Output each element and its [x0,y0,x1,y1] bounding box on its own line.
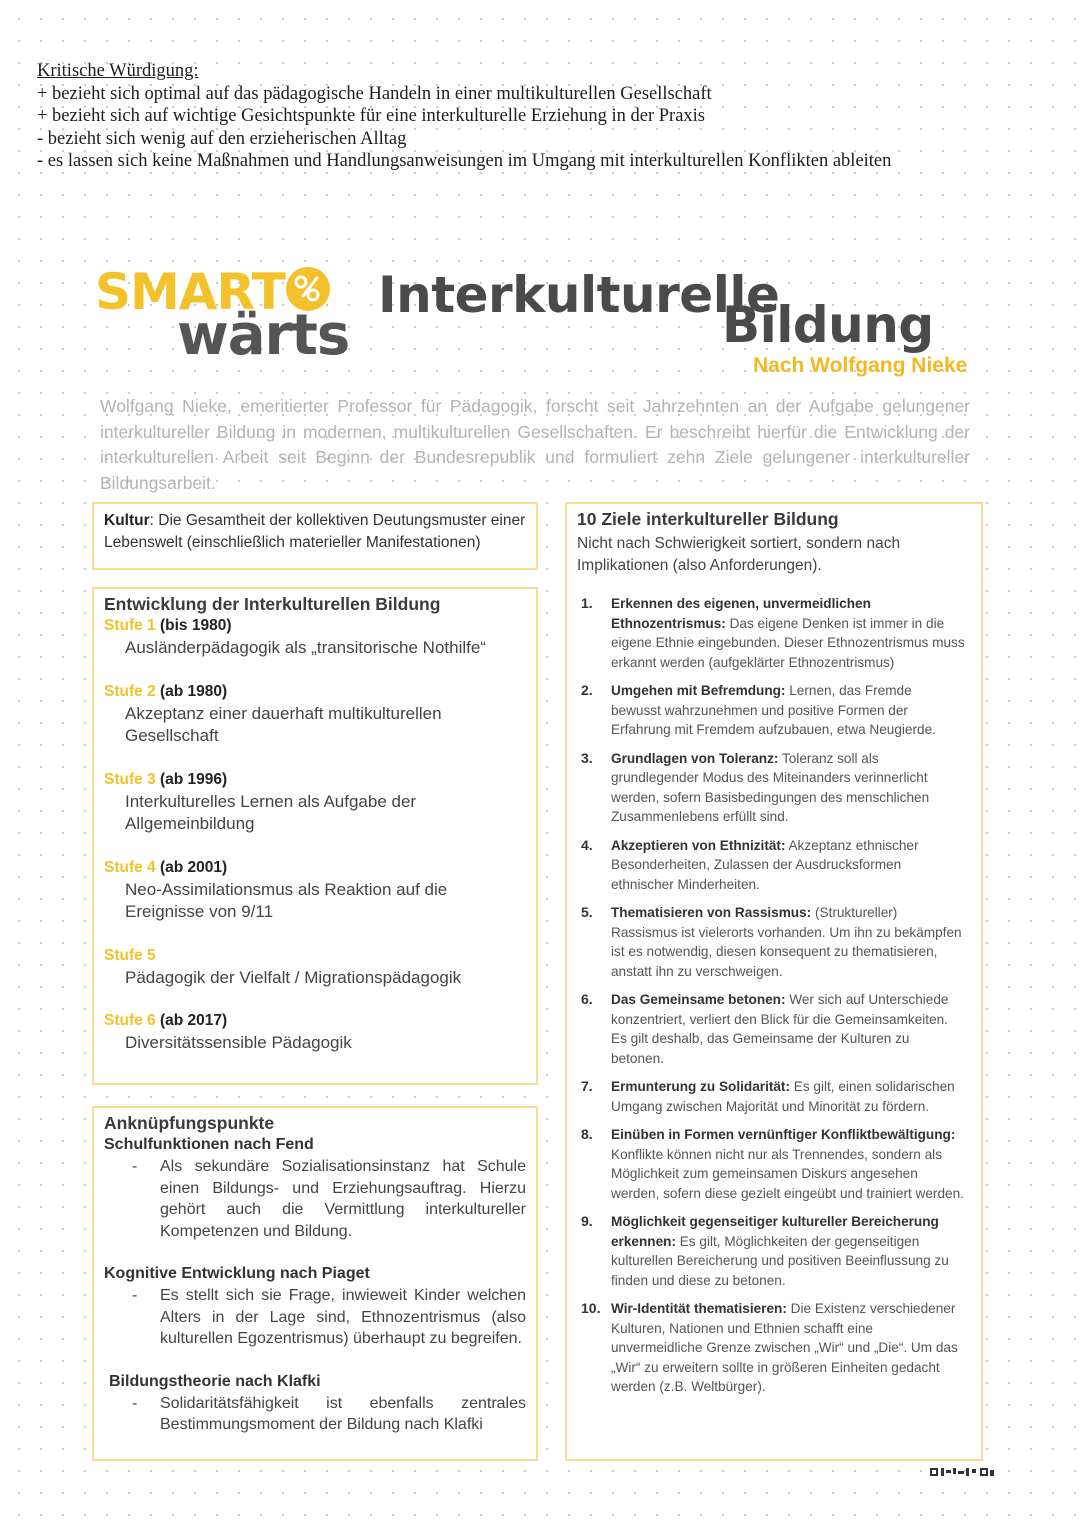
goal-heading: Grundlagen von Toleranz: [611,750,779,766]
goal-text: Lernen, das Fremde bewusst wahrzunehmen und positive Formen der Erfahrung mit Fremdem aufzubauen, etwa Neugierde. [611,683,936,737]
goal-text: Toleranz soll als grundlegender Modus des Miteinanders verinnerlicht werden, sofern Basisbedingungen des menschlichen Zusammenlebens erfüllt sind. [611,750,930,824]
goal-item [577,903,971,981]
goal-heading: Erkennen des eigenen, unvermeidlichen Ethnozentrismus: [611,596,871,631]
connection-heading: Kognitive Entwicklung nach Piaget [104,1265,370,1282]
stage-date: (bis 1980) [155,617,232,634]
goal-heading: Das Gemeinsame betonen: [611,992,786,1007]
goal-number: 4. [581,836,593,853]
goal-item [577,594,971,672]
stage-item [104,681,526,748]
stage-description: Interkulturelles Lernen als Aufgabe der Allgemeinbildung [125,791,417,833]
page-subtitle: Nach Wolfgang Nieke [753,354,968,377]
goal-item [577,681,971,740]
goal-item [577,1299,971,1397]
stage-description: Akzeptanz einer dauerhaft multikulturellen Gesellschaft [125,703,442,745]
stage-number: Stufe 3 [104,770,156,788]
connection-points-title: Anknüpfungspunkte [104,1113,275,1133]
goal-item [577,1077,971,1116]
stage-number: Stufe 4 [104,858,156,876]
stage-item [104,769,526,836]
goal-heading: Ermunterung zu Solidarität: [611,1079,790,1094]
goal-number: 10. [581,1300,601,1316]
note-heading: Kritische Würdigung: [37,61,199,81]
qr-code-icon [930,1468,996,1476]
stage-number: Stufe 1 [104,617,156,634]
stage-item [104,1010,526,1055]
goal-text: Konflikte können nicht nur als Trennendes, sondern als Möglichkeit zum gemeinsamen Diskurs angesehen werden, sofern diese gezielt eingeübt und trainiert werden. [611,1146,964,1201]
goal-number: 9. [581,1213,593,1229]
logo-text-smart: SMART [95,263,285,321]
development-title: Entwicklung der Interkulturellen Bildung [104,594,441,614]
goal-text: Akzeptanz ethnischer Besonderheiten, Zulassen der Ausdrucksformen ethnischer Minderheiten. [611,837,919,892]
critical-assessment-note [37,60,1037,173]
stage-number: Stufe 2 [104,682,156,700]
goal-text: (Struktureller) Rassismus ist vielerorts vorhanden. Um ihn zu bekämpfen ist es notwendig, diesen konsequent zu thematisieren, anstatt ihn zu verschweigen. [611,905,962,979]
goal-number: 8. [581,1126,593,1142]
stage-date: (ab 1996) [155,770,228,788]
smartwaerts-logo [95,262,365,372]
ten-goals-box [565,502,983,1461]
note-line: + bezieht sich optimal auf das pädagogische Handeln in einer multikulturellen Gesellschaft [37,83,712,104]
goal-number: 7. [581,1078,593,1094]
goal-item [577,749,971,827]
goal-text: Es gilt, Möglichkeiten der gegenseitigen kulturellen Bereicherung und positiven Beeinflussung zu finden und diese zu betonen. [611,1233,949,1288]
goal-heading: Einüben in Formen vernünftiger Konfliktbewältigung: [611,1127,956,1142]
stage-number: Stufe 6 [104,1012,156,1029]
goal-heading: Wir-Identität thematisieren: [611,1301,787,1316]
kultur-definition-box [92,502,538,570]
kultur-term: Kultur [104,512,150,529]
goal-text: Es gilt, einen solidarischen Umgang zwischen Majorität und Minorität zu fördern. [611,1079,955,1114]
stage-date: (ab 2001) [155,858,228,876]
development-stages-box [92,587,538,1085]
goal-item [577,1212,971,1290]
goal-item [577,836,971,895]
note-line: + bezieht sich auf wichtige Gesichtspunkte für eine interkulturelle Erziehung in der Praxis [37,106,705,126]
goal-heading: Akzeptieren von Ethnizität: [611,837,786,853]
note-line: - es lassen sich keine Maßnahmen und Handlungsanweisungen im Umgang mit interkulturellen Konflikten ableiten [37,151,892,171]
page-title-part2: Bildung [722,296,934,354]
goal-heading: Möglichkeit gegenseitiger kultureller Bereicherung erkennen: [611,1214,939,1249]
stage-item [104,857,526,924]
stage-date: (ab 1980) [155,682,228,700]
goal-number: 5. [581,904,593,920]
goal-heading: Umgehen mit Befremdung: [611,683,786,698]
goal-number: 3. [581,749,593,766]
page-title-part1: Interkulturelle [378,266,780,324]
goal-number: 2. [581,682,593,698]
goal-item [577,990,971,1068]
stage-description: Pädagogik der Vielfalt / Migrationspädagogik [125,967,462,987]
goal-text: Das eigene Denken ist immer in die eigene Ethnie eingebunden. Dieser Ethnozentrismus muss erkannt werden (aufgeklärter Ethnozentrismus) [611,615,965,670]
connection-points-box [92,1106,538,1461]
connection-text: - Es stellt sich sie Frage, inwieweit Kinder welchen Alters in der Lage sind, Ethnozentrismus (also kulturellen Egozentrismus) überhaupt zu begreifen. [104,1285,526,1350]
goal-text: Die Existenz verschiedener Kulturen, Nationen und Ethnien schafft eine unvermeidliche Grenze zwischen „Wir“ und „Die“. Um das „Wir“ zu erweitern sollte in größeren Einheiten gedacht werden (z.B. Weltbürger). [611,1301,958,1394]
connection-text: - Solidaritätsfähigkeit ist ebenfalls zentrales Bestimmungsmoment der Bildung nach Klafki [104,1393,526,1436]
stage-description: Ausländerpädagogik als „transitorische Nothilfe“ [125,638,486,657]
logo-text-waerts: wärts [177,303,350,368]
intro-paragraph: Wolfgang Nieke, emeritierter Professor für Pädagogik, forscht seit Jahrzehnten an der Aufgabe gelungener interkultureller Bildung in modernen, multikulturellen Gesellschaften. Er beschreibt hierfür die Entwicklung der interkulturellen Arbeit seit Beginn der Bundesrepublik und formuliert zehn Ziele gelungener interkultureller Bildungsarbeit. [100,396,970,493]
stage-item [104,945,526,990]
goal-number: 1. [581,595,593,611]
stage-description: Neo-Assimilationsmus als Reaktion auf die Ereignisse von 9/11 [125,879,448,921]
stage-date: (ab 2017) [155,1012,228,1029]
connection-heading: Schulfunktionen nach Fend [104,1136,314,1153]
stage-number: Stufe 5 [104,946,156,964]
goal-item [577,1125,971,1203]
goal-text: Wer sich auf Unterschiede konzentriert, verliert den Blick für die Gemeinsamkeiten. Es gilt deshalb, das Gemeinsame der Kulturen zu betonen. [611,992,949,1066]
goals-title: 10 Ziele interkultureller Bildung [577,509,839,529]
connection-heading: Bildungstheorie nach Klafki [109,1372,321,1390]
goals-intro: Nicht nach Schwierigkeit sortiert, sondern nach Implikationen (also Anforderungen). [577,535,901,574]
goal-heading: Thematisieren von Rassismus: [611,905,812,920]
stage-item [104,615,526,660]
goal-number: 6. [581,991,593,1007]
note-line: - bezieht sich wenig auf den erzieherischen Alltag [37,128,407,149]
connection-text: - Als sekundäre Sozialisationsinstanz hat Schule einen Bildungs- und Erziehungsauftrag. Hierzu gehört auch die Vermittlung interkultureller Kompetenzen und Bildung. [104,1156,526,1242]
kultur-definition: : Die Gesamtheit der kollektiven Deutungsmuster einer Lebenswelt (einschließlich materieller Manifestationen) [104,512,526,551]
stage-description: Diversitätssensible Pädagogik [125,1033,352,1052]
